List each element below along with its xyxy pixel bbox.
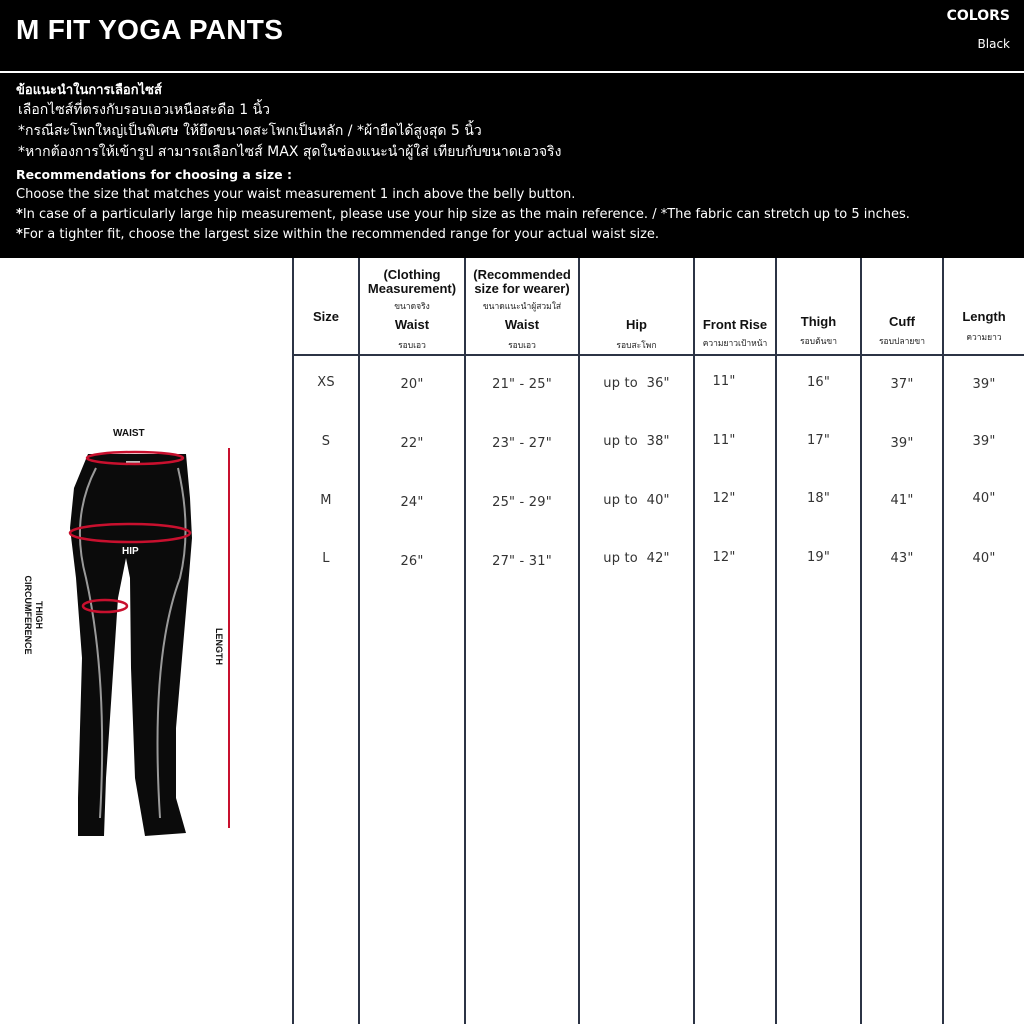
column-header-label: Cuff — [889, 314, 915, 329]
en-recommendation-line — [16, 225, 1016, 245]
cell-cuff: 41" — [890, 493, 914, 508]
column-caption: (Clothing — [383, 267, 441, 282]
waist-label: WAIST — [113, 428, 145, 439]
column-caption-thai: ขนาดจริง — [394, 301, 430, 311]
en-recommendation-heading: Recommendations for choosing a size : — [16, 167, 293, 182]
size-recommendations — [16, 82, 1016, 245]
column-caption: size for wearer) — [474, 281, 570, 296]
column-header-label: Waist — [394, 317, 430, 332]
table-col-divider — [942, 258, 944, 1024]
cell-length: 40" — [972, 551, 996, 566]
column-header-label: Thigh — [800, 314, 837, 329]
pants-illustration — [0, 258, 292, 1024]
en-recommendation-text: For a tighter fit, choose the largest size within the recommended range for your actual waist size. — [22, 227, 660, 242]
en-recommendation-line — [16, 205, 1016, 225]
thigh-label-line-2: CIRCUMFERENCE — [23, 575, 33, 655]
column-header-thai: ความยาวเป้าหน้า — [702, 338, 768, 348]
size-table — [292, 258, 1024, 1024]
th-recommendation-line: *กรณีสะโพกใหญ่เป็นพิเศษ ให้ยึดขนาดสะโพกเป็นหลัก / *ผ้ายืดได้สูงสุด 5 นิ้ว — [18, 123, 482, 139]
cell-size: L — [322, 551, 330, 566]
cell-hip: up to 40" — [603, 493, 670, 508]
column-header-thigh — [777, 258, 860, 354]
column-header-thai: รอบเอว — [398, 340, 426, 350]
th-recommendation-heading: ข้อแนะนำในการเลือกไซส์ — [16, 83, 162, 98]
column-caption: Measurement) — [367, 281, 457, 296]
cell-hip: up to 42" — [603, 551, 670, 566]
cell-waist: 22" — [400, 436, 424, 451]
cell-length: 39" — [972, 377, 996, 392]
en-recommendation-line: Choose the size that matches your waist measurement 1 inch above the belly button. — [16, 187, 576, 202]
column-header-label: Size — [312, 309, 339, 324]
cell-recommended-waist: 27" - 31" — [492, 554, 552, 569]
column-header-thai: รอบต้นขา — [800, 336, 837, 346]
cell-front-rise: 12" — [712, 550, 736, 565]
cell-thigh: 18" — [806, 491, 831, 506]
table-col-divider — [578, 258, 580, 1024]
cell-waist: 24" — [400, 495, 424, 510]
asterisk: * — [16, 207, 23, 222]
cell-length: 39" — [972, 434, 996, 449]
cell-recommended-waist: 23" - 27" — [492, 436, 552, 451]
column-caption-thai: ขนาดแนะนำผู้สวมใส่ — [482, 301, 562, 311]
column-header-thai: รอบปลายขา — [878, 336, 925, 346]
cell-recommended-waist: 25" - 29" — [492, 495, 552, 510]
cell-recommended-waist: 21" - 25" — [492, 377, 552, 392]
cell-cuff: 39" — [890, 436, 914, 451]
th-recommendation-line: เลือกไซส์ที่ตรงกับรอบเอวเหนือสะดือ 1 นิ้ว — [18, 102, 271, 118]
en-recommendation-text: In case of a particularly large hip measurement, please use your hip size as the main reference. / *The fabric can stretch up to 5 inches. — [22, 207, 910, 222]
table-col-divider — [693, 258, 695, 1024]
table-col-divider — [464, 258, 466, 1024]
cell-front-rise: 11" — [712, 374, 736, 389]
column-header-label: Front Rise — [702, 317, 768, 332]
th-recommendation-line: *หากต้องการให้เข้ารูป สามารถเลือกไซส์ MAX สุดในช่องแนะนำผู้ใส่ เทียบกับขนาดเอวจริง — [18, 144, 562, 160]
header-divider — [0, 71, 1024, 73]
column-header-length — [944, 258, 1024, 354]
pants-body — [70, 454, 192, 836]
page-title: M FIT YOGA PANTS — [16, 14, 284, 45]
cell-front-rise: 11" — [712, 433, 736, 448]
cell-hip: up to 36" — [603, 376, 670, 391]
table-col-divider — [292, 258, 294, 1024]
column-header-thai: ความยาว — [966, 332, 1002, 342]
column-header-thai: รอบสะโพก — [616, 340, 657, 350]
column-header-label: Hip — [626, 317, 647, 332]
column-header-cuff — [862, 258, 942, 354]
thigh-label-line-1: THIGH — [34, 601, 44, 629]
table-header-divider — [292, 354, 1024, 356]
column-header-thai: รอบเอว — [508, 340, 536, 350]
column-caption: (Recommended — [473, 267, 571, 282]
thigh-label — [22, 570, 44, 660]
table-col-divider — [860, 258, 862, 1024]
column-header-hip — [580, 258, 693, 354]
cell-hip: up to 38" — [603, 434, 670, 449]
asterisk: * — [16, 227, 23, 242]
cell-waist: 26" — [400, 554, 424, 569]
cell-thigh: 16" — [806, 375, 831, 390]
cell-size: M — [320, 493, 332, 508]
table-col-divider — [358, 258, 360, 1024]
cell-waist: 20" — [400, 377, 424, 392]
cell-thigh: 19" — [806, 550, 831, 565]
cell-size: S — [321, 434, 331, 449]
header-banner — [0, 0, 1024, 258]
colors-label: COLORS — [946, 8, 1010, 24]
cell-cuff: 43" — [890, 551, 914, 566]
column-header-front-rise — [695, 258, 775, 354]
cell-front-rise: 12" — [712, 491, 736, 506]
column-header-recommended-waist — [466, 258, 578, 354]
column-header-size — [294, 258, 358, 354]
column-header-label: Length — [962, 309, 1006, 324]
table-col-divider — [775, 258, 777, 1024]
colors-value: Black — [977, 37, 1010, 51]
length-label: LENGTH — [214, 628, 224, 665]
hip-label: HIP — [122, 546, 139, 557]
cell-size: XS — [317, 375, 335, 390]
column-header-label: Waist — [504, 317, 540, 332]
column-header-clothing-waist — [360, 258, 464, 354]
cell-length: 40" — [972, 491, 996, 506]
cell-cuff: 37" — [890, 377, 914, 392]
cell-thigh: 17" — [806, 433, 831, 448]
